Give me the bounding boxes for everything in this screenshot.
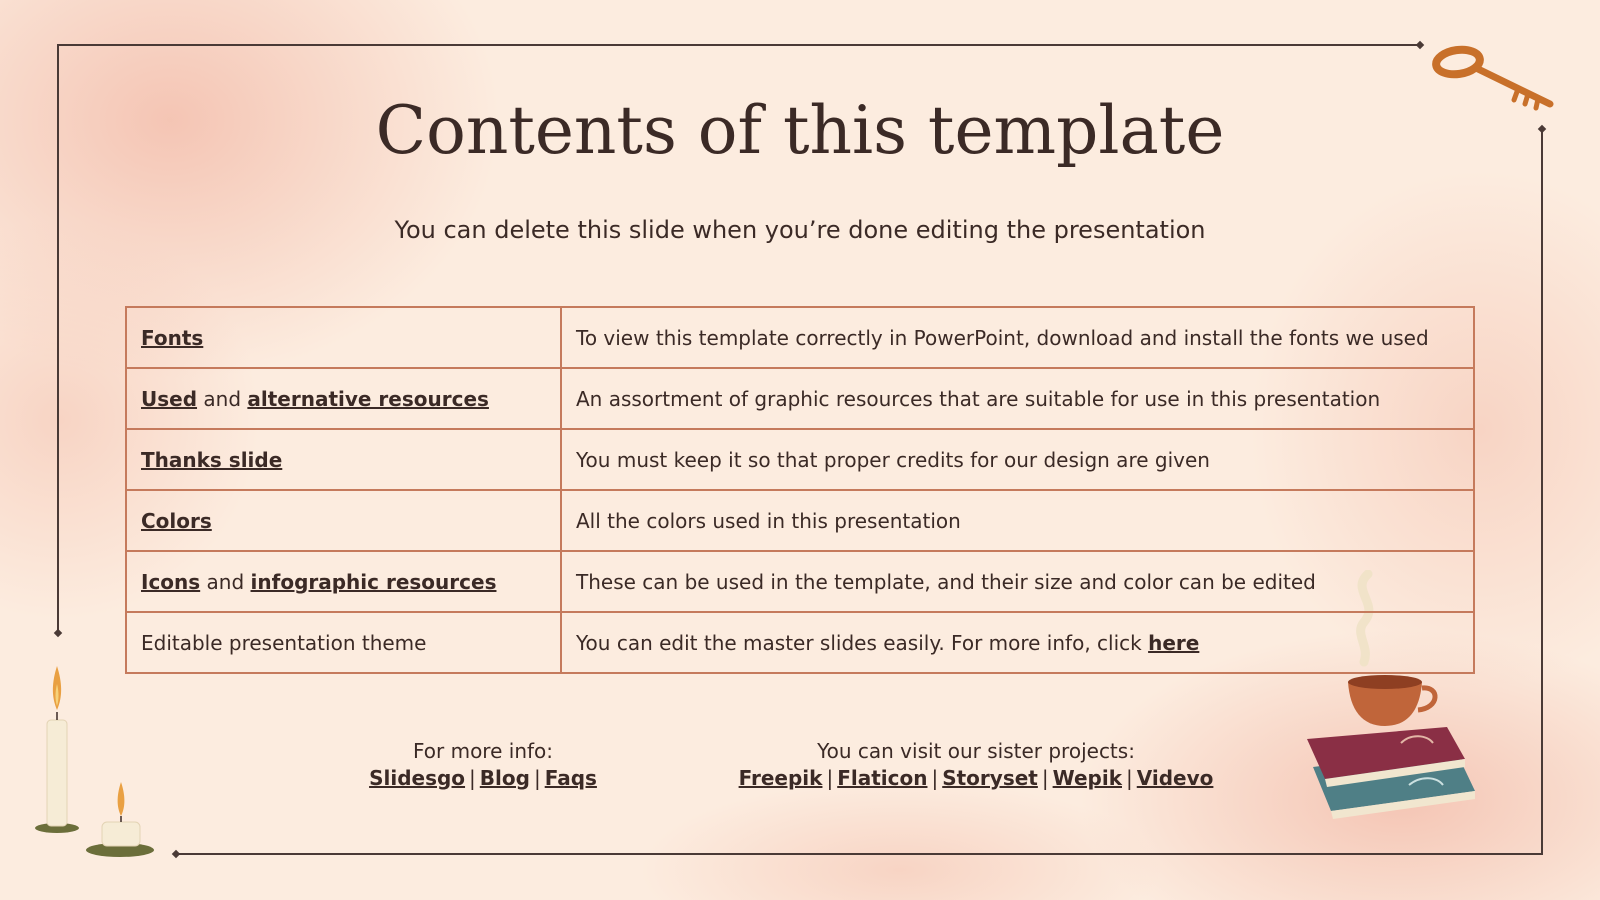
link-separator: |: [826, 766, 834, 790]
footer-info-label: For more info:: [412, 739, 554, 763]
resource-link[interactable]: infographic resources: [250, 569, 497, 594]
books-icon: [1305, 725, 1495, 825]
footer-info-links: [283, 765, 683, 792]
resource-link[interactable]: alternative resources: [247, 386, 489, 411]
footer-link-freepik[interactable]: Freepik: [738, 766, 823, 790]
frame-bottom-line: [176, 853, 1543, 855]
table-row: [126, 429, 1474, 490]
resource-link[interactable]: here: [1148, 630, 1200, 655]
row-description-cell: [561, 368, 1474, 429]
link-separator: |: [1041, 766, 1049, 790]
cell-text: and: [200, 569, 251, 594]
row-description-cell: [561, 612, 1474, 673]
footer-link-faqs[interactable]: Faqs: [544, 766, 597, 790]
footer-link-videvo[interactable]: Videvo: [1136, 766, 1214, 790]
table-row: [126, 490, 1474, 551]
table-row: [126, 368, 1474, 429]
row-description-cell: [561, 490, 1474, 551]
page-subtitle: You can delete this slide when you’re done editing the presentation: [394, 216, 1206, 244]
cell-text: Editable presentation theme: [141, 630, 427, 655]
page-title: Contents of this template: [375, 92, 1225, 169]
row-title-cell: [126, 429, 561, 490]
footer-info: [283, 738, 683, 792]
resource-link[interactable]: Fonts: [141, 325, 204, 350]
row-title-cell: [126, 368, 561, 429]
link-separator: |: [1126, 766, 1133, 790]
footer-link-slidesgo[interactable]: Slidesgo: [369, 766, 466, 790]
resource-link[interactable]: Icons: [141, 569, 201, 594]
cell-text: All the colors used in this presentation: [576, 508, 961, 533]
footer-link-blog[interactable]: Blog: [479, 766, 530, 790]
footer-link-wepik[interactable]: Wepik: [1052, 766, 1122, 790]
footer-sister-links: [706, 765, 1246, 792]
cell-text: An assortment of graphic resources that are suitable for use in this presentation: [576, 386, 1381, 411]
cell-text: These can be used in the template, and their size and color can be edited: [576, 569, 1316, 594]
row-description-cell: [561, 429, 1474, 490]
contents-table: [125, 306, 1475, 674]
footer-link-flaticon[interactable]: Flaticon: [837, 766, 928, 790]
row-description-cell: [561, 307, 1474, 368]
footer-sister-projects: [706, 738, 1246, 792]
footer-link-storyset[interactable]: Storyset: [942, 766, 1038, 790]
link-separator: |: [931, 766, 939, 790]
frame-top-line: [57, 44, 1420, 46]
row-title-cell: [126, 612, 561, 673]
table-row: [126, 307, 1474, 368]
link-separator: |: [533, 766, 541, 790]
cell-text: You must keep it so that proper credits for our design are given: [576, 447, 1210, 472]
cell-text: You can edit the master slides easily. For more info, click: [576, 630, 1149, 655]
candle-icon: [30, 660, 160, 860]
table-row: [126, 612, 1474, 673]
row-title-cell: [126, 307, 561, 368]
resource-link[interactable]: Used: [141, 386, 198, 411]
footer-sister-label: You can visit our sister projects:: [817, 739, 1135, 763]
link-separator: |: [469, 766, 476, 790]
resource-link[interactable]: Colors: [141, 508, 212, 533]
resource-link[interactable]: Thanks slide: [141, 447, 283, 472]
table-row: [126, 551, 1474, 612]
row-description-cell: [561, 551, 1474, 612]
cell-text: To view this template correctly in PowerPoint, download and install the fonts we used: [576, 325, 1429, 350]
row-title-cell: [126, 551, 561, 612]
cell-text: and: [197, 386, 248, 411]
row-title-cell: [126, 490, 561, 551]
